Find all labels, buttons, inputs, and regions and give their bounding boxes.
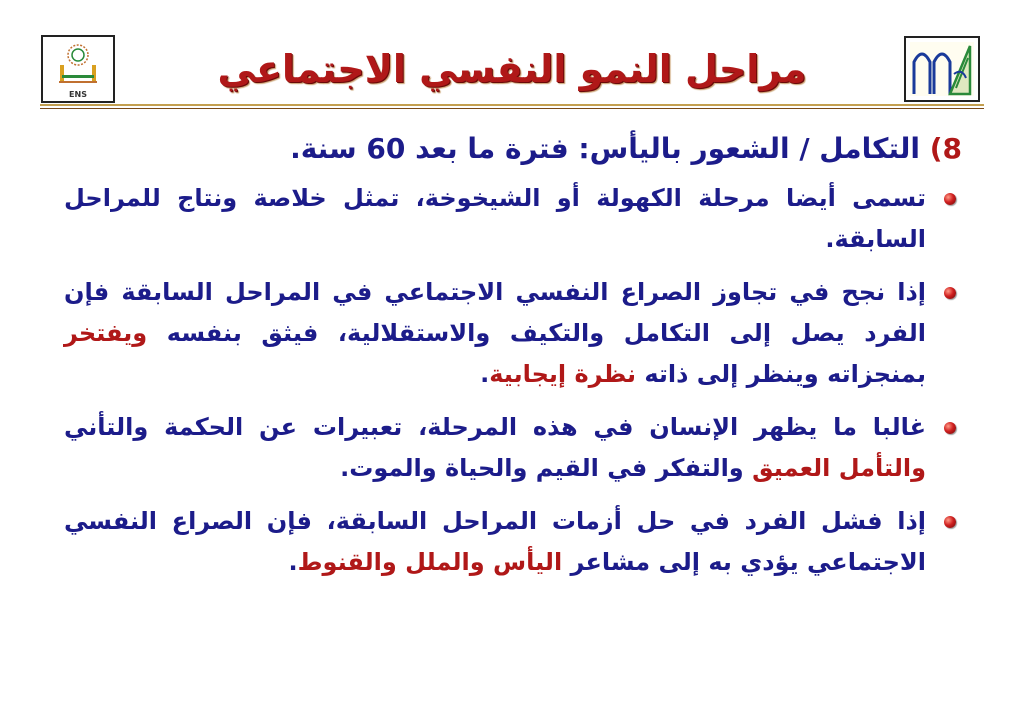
- title-divider-shadow: [40, 108, 984, 109]
- slide-content: [64, 126, 962, 595]
- institution-logo: [904, 36, 980, 102]
- bullet-text: بمنجزاته وينظر إلى ذاته: [635, 360, 926, 388]
- bullet-text: .: [480, 360, 490, 388]
- bullet-text: والتفكر في القيم والحياة والموت.: [340, 454, 753, 482]
- bullet-text: إذا نجح في تجاوز الصراع النفسي الاجتماعي في المراحل السابقة فإن الفرد يصل إلى التكامل والتكيف والاستقلالية، فيثق بنفسه: [64, 278, 926, 347]
- section-heading: [64, 126, 962, 172]
- bullet-icon: [944, 193, 956, 205]
- bullet-item: [64, 501, 962, 583]
- bullet-text: إذا فشل الفرد في حل أزمات المراحل السابقة، فإن الصراع النفسي الاجتماعي يؤدي به إلى مشاعر: [64, 507, 926, 576]
- bullet-item: [64, 407, 962, 489]
- bullet-icon: [944, 287, 956, 299]
- page-title: مراحل النمو النفسي الاجتماعي: [217, 47, 807, 91]
- bullet-text: تسمى أيضا مرحلة الكهولة أو الشيخوخة، تمثل خلاصة ونتاج للمراحل السابقة.: [64, 184, 926, 253]
- arch-logo-icon: [906, 38, 978, 100]
- highlighted-text: نظرة إيجابية: [489, 360, 636, 388]
- highlighted-text: اليأس والملل والقنوط: [297, 548, 563, 576]
- heading-text: التكامل / الشعور باليأس: فترة ما بعد 60 سنة.: [290, 132, 920, 165]
- title-divider: [40, 104, 984, 106]
- bullet-list: [64, 178, 962, 583]
- bullet-text: .: [288, 548, 298, 576]
- ens-logo-icon: [43, 37, 113, 101]
- highlighted-text: والتأمل العميق: [752, 454, 926, 482]
- ens-logo-text: ENS: [69, 90, 87, 99]
- bullet-icon: [944, 516, 956, 528]
- bullet-icon: [944, 422, 956, 434]
- ens-logo: [41, 35, 115, 103]
- bullet-item: [64, 272, 962, 395]
- bullet-item: [64, 178, 962, 260]
- heading-number: 8): [929, 132, 962, 165]
- highlighted-text: ويفتخر: [64, 319, 148, 347]
- bullet-text: غالبا ما يظهر الإنسان في هذه المرحلة، تعبيرات عن الحكمة والتأني: [64, 413, 926, 441]
